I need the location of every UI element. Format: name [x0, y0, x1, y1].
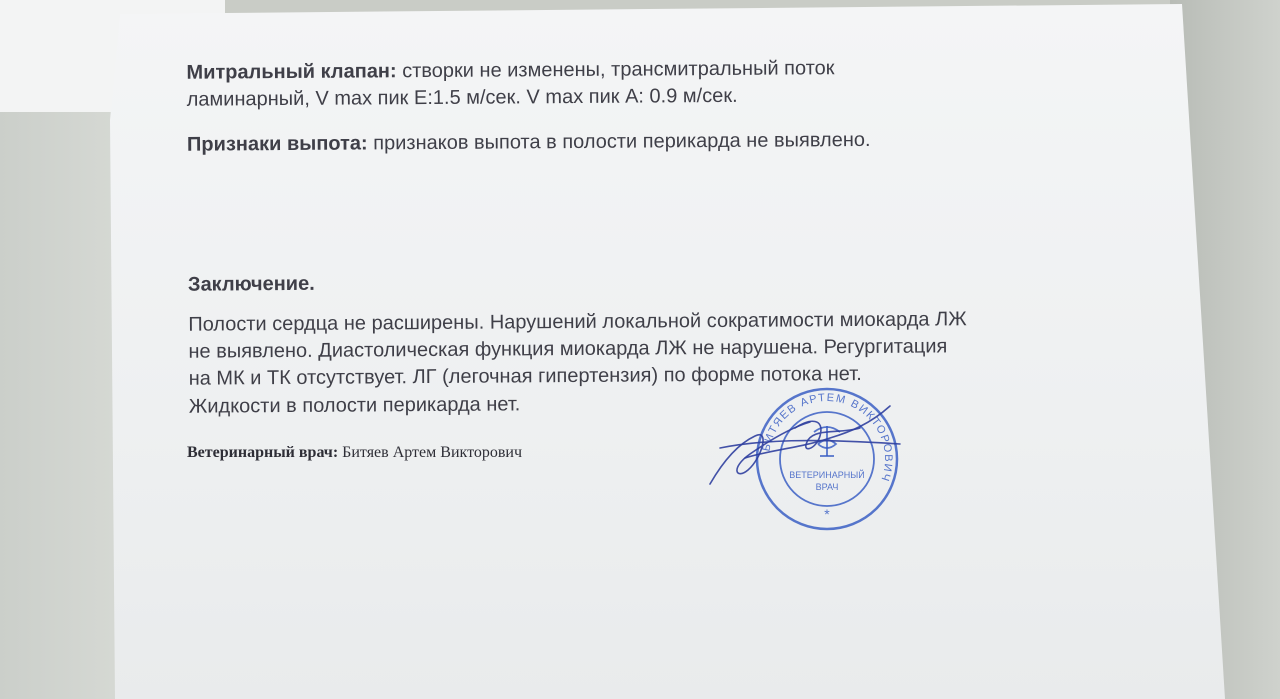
conclusion-heading: Заключение.: [187, 272, 315, 296]
effusion-label: Признаки выпота:: [186, 132, 368, 156]
conclusion-line: не выявлено. Диастолическая функция миокарда ЛЖ не нарушена. Регургитация: [188, 335, 948, 363]
doctor-role: Ветеринарный врач:: [187, 444, 339, 461]
conclusion-line: на МК и ТК отсутствует. ЛГ (легочная гипертензия) по форме потока нет.: [188, 362, 862, 390]
doctor-name: Битяев Артем Викторович: [342, 444, 523, 461]
svg-text:*: *: [824, 506, 830, 522]
mitral-valve-line-1: [186, 55, 834, 86]
conclusion-line: Жидкости в полости перикарда нет.: [188, 393, 521, 418]
svg-text:ВЕТЕРИНАРНЫЙ: ВЕТЕРИНАРНЫЙ: [789, 470, 865, 480]
svg-text:БИТЯЕВ АРТЕМ ВИКТОРОВИЧ: БИТЯЕВ АРТЕМ ВИКТОРОВИЧ: [760, 391, 895, 484]
mitral-valve-line-2: ламинарный, V max пик Е:1.5 м/сек. V max пик А: 0.9 м/сек.: [186, 84, 738, 111]
conclusion-line: Полости сердца не расширены. Нарушений локальной сократимости миокарда ЛЖ: [188, 308, 967, 336]
handwritten-signature: [700, 388, 910, 493]
svg-text:ВРАЧ: ВРАЧ: [815, 482, 839, 492]
effusion-text: признаков выпота в полости перикарда не выявлено.: [373, 128, 871, 155]
background-surface-left: [0, 112, 125, 699]
mitral-valve-text-1: створки не изменены, трансмитральный поток: [402, 57, 835, 83]
mitral-valve-label: Митральный клапан:: [186, 60, 397, 84]
doctor-signature-line: [187, 444, 522, 462]
effusion-line: [187, 127, 871, 158]
